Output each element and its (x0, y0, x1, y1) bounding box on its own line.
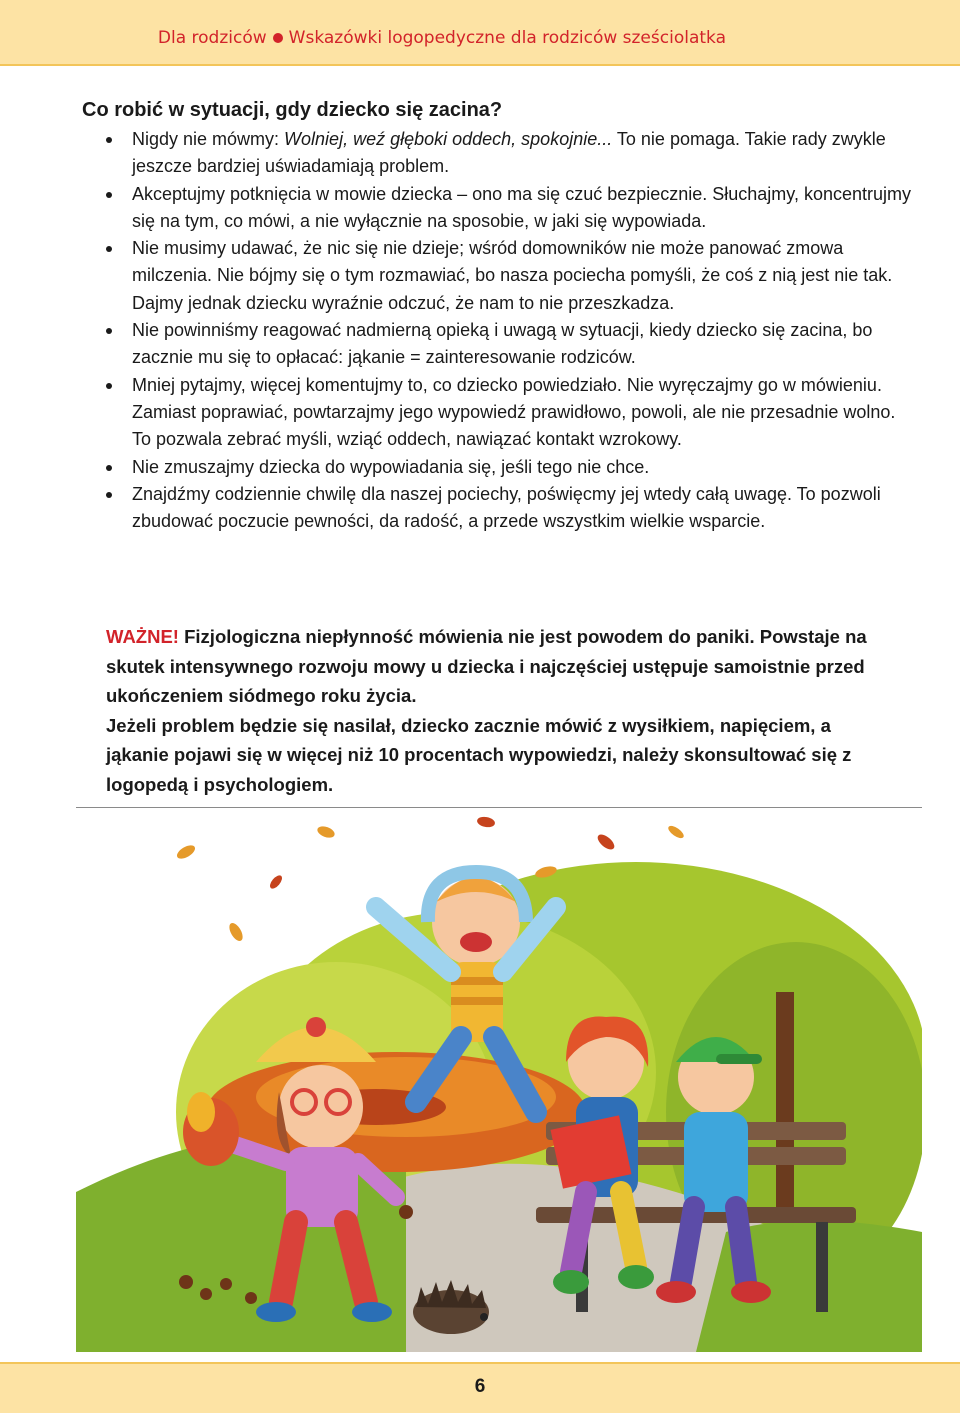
important-paragraph-1 (106, 622, 896, 711)
main-content (82, 96, 912, 535)
list-item: Nie powinniśmy reagować nadmierną opieką i uwagą w sytuacji, kiedy dziecko się zacina, bo zacznie mu się to opłacać: jąkanie = zainteresowanie rodziców. (82, 317, 912, 372)
important-label: WAŻNE! (106, 626, 179, 647)
list-item: Nie zmuszajmy dziecka do wypowiadania się, jeśli tego nie chce. (82, 454, 912, 481)
section-heading: Co robić w sytuacji, gdy dziecko się zacina? (82, 99, 503, 121)
autumn-park-illustration (76, 812, 922, 1352)
bullet-dot-icon (273, 33, 283, 43)
list-item: Mniej pytajmy, więcej komentujmy to, co dziecko powiedziało. Nie wyręczajmy go w mówieniu. Zamiast poprawiać, powtarzajmy jego wypowiedź prawidłowo, powoli, ale nie przesadnie wolno. To pozwala zebrać myśli, wziąć oddech, nawiązać kontakt wzrokowy. (82, 372, 912, 454)
important-note (106, 622, 896, 799)
divider (76, 807, 922, 808)
list-item-text: To nie pomaga. Takie rady zwykle jeszcze bardziej uświadamiają problem. (132, 129, 886, 177)
important-text-1: Fizjologiczna niepłynność mówienia nie jest powodem do paniki. Powstaje na skutek intensywnego rozwoju mowy u dziecka i najczęściej ustępuje samoistnie przed ukończeniem siódmego roku życia. (106, 626, 867, 706)
advice-list (82, 126, 912, 535)
page-number: 6 (474, 1376, 486, 1397)
list-item-lead: Nigdy nie mówmy: (132, 129, 285, 149)
page-header (0, 0, 960, 66)
header-book-title: Wskazówki logopedyczne dla rodziców sześciolatka (288, 28, 726, 48)
important-text-2: Jeżeli problem będzie się nasilał, dziecko zacznie mówić z wysiłkiem, napięciem, a jąkanie pojawi się w więcej niż 10 procentach wypowiedzi, należy skonsultować się z logopedą i psychologiem. (106, 714, 852, 795)
list-item (82, 126, 912, 181)
header-title (158, 28, 726, 48)
list-item: Nie musimy udawać, że nic się nie dzieje; wśród domowników nie może panować zmowa milczenia. Nie bójmy się o tym rozmawiać, bo nasza pociecha pomyśli, że coś z nią jest nie tak. Dajmy jednak dziecku wyraźnie odczuć, że nam to nie przeszkadza. (82, 235, 912, 317)
list-item: Akceptujmy potknięcia w mowie dziecka – ono ma się czuć bezpiecznie. Słuchajmy, koncentrujmy się na tym, co mówi, a nie wyłącznie na sposobie, w jaki się wypowiada. (82, 181, 912, 236)
header-section: Dla rodziców (157, 28, 267, 48)
list-item: Znajdźmy codziennie chwilę dla naszej pociechy, poświęcmy jej wtedy całą uwagę. To pozwoli zbudować poczucie pewności, da radość, a przede wszystkim wielkie wsparcie. (82, 481, 912, 536)
page-footer (0, 1362, 960, 1413)
list-item-quote: Wolniej, weź głęboki oddech, spokojnie... (284, 129, 613, 149)
